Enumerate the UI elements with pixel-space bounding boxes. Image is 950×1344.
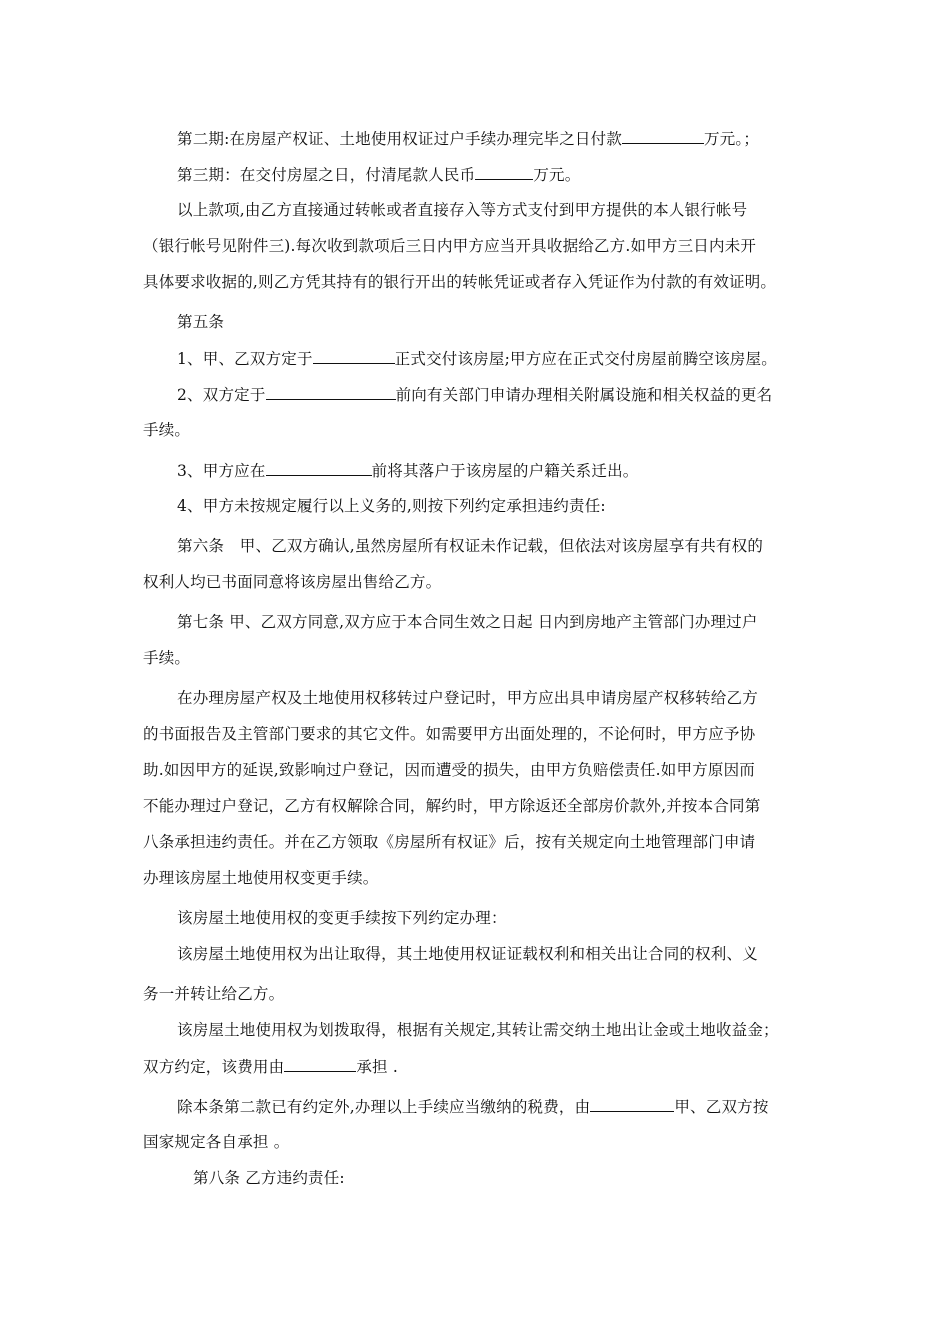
blank-delivery-date[interactable] [313,347,395,364]
text: 务一并转让给乙方。 [143,985,285,1003]
article-5-item-3 [177,459,638,482]
blank-amount-2[interactable] [622,127,704,144]
article-5-item-2-cont [143,419,190,441]
text: 的书面报告及主管部门要求的其它文件。如需要甲方出面处理的，不论何时，甲方应予协 [143,725,756,743]
text: 第七条 甲、乙双方同意,双方应于本合同生效之日起 日内到房地产主管部门办理过户 [177,613,758,631]
para-land-transfer [177,943,758,965]
para-payment-method-cont [143,271,776,293]
para-transfer-registration-cont [143,723,755,745]
para-transfer-registration [177,687,758,709]
text: 以上款项,由乙方直接通过转帐或者直接存入等方式支付到甲方提供的本人银行帐号 [177,201,748,219]
para-transfer-registration-cont [143,831,755,853]
para-land-allocation-cont [143,1055,398,1078]
para-land-use-change [177,907,507,929]
para-land-transfer-cont [143,983,284,1005]
blank-hukou-date[interactable] [266,459,372,476]
para-payment-method [177,199,747,221]
para-transfer-registration-cont [143,759,755,781]
para-taxes-cont [143,1131,289,1153]
text: 2、双方定于 [177,386,266,404]
para-transfer-registration-cont [143,795,760,817]
article-6-cont [143,571,441,593]
text: 在办理房屋产权及土地使用权移转过户登记时，甲方应出具申请房屋产权移转给乙方 [177,689,758,707]
text: 权利人均已书面同意将该房屋出售给乙方。 [143,573,442,591]
article-5-item-4 [177,495,606,517]
text: 手续。 [143,421,191,439]
text: 万元。 [533,166,581,184]
text: 第五条 [177,313,225,331]
text: 该房屋土地使用权为出让取得，其土地使用权证证载权利和相关出让合同的权利、义 [177,945,758,963]
para-installment-3 [177,163,580,186]
text: 4、甲方未按规定履行以上义务的,则按下列约定承担违约责任: [177,497,606,515]
text: 不能办理过户登记，乙方有权解除合同，解约时，甲方除返还全部房价款外,并按本合同第 [143,797,761,815]
text: 前向有关部门申请办理相关附属设施和相关权益的更名 [395,386,773,404]
text: 前将其落户于该房屋的户籍关系迁出。 [371,462,639,480]
text: 除本条第二款已有约定外,办理以上手续应当缴纳的税费，由 [177,1098,591,1116]
text: 第六条 甲、乙双方确认,虽然房屋所有权证未作记载，但依法对该房屋享有共有权的 [177,537,764,555]
text: 甲、乙双方按 [674,1098,769,1116]
text: 第八条 乙方违约责任: [193,1169,345,1187]
para-installment-2 [177,127,759,150]
text: （银行帐号见附件三).每次收到款项后三日内甲方应当开具收据给乙方.如甲方三日内未开 [143,237,757,255]
text: 承担 . [356,1058,398,1076]
text: 办理该房屋土地使用权变更手续。 [143,869,379,887]
article-6 [177,535,763,557]
text: 3、甲方应在 [177,462,266,480]
article-5-item-2 [177,383,772,406]
text: 1、甲、乙双方定于 [177,350,313,368]
para-taxes [177,1095,769,1118]
text: 双方约定，该费用由 [143,1058,285,1076]
text: 手续。 [143,649,191,667]
text: 该房屋土地使用权的变更手续按下列约定办理： [177,909,507,927]
para-land-allocation [177,1019,779,1041]
text: 该房屋土地使用权为划拨取得，根据有关规定,其转让需交纳土地出让金或土地收益金； [177,1021,779,1039]
text: 具体要求收据的,则乙方凭其持有的银行开出的转帐凭证或者存入凭证作为付款的有效证明。 [143,273,777,291]
text: 八条承担违约责任。并在乙方领取《房屋所有权证》后，按有关规定向土地管理部门申请 [143,833,756,851]
article-7-cont [143,647,190,669]
text: 国家规定各自承担 。 [143,1133,290,1151]
article-7 [177,611,758,633]
blank-fee-payer[interactable] [284,1055,356,1072]
article-5-heading [177,311,224,333]
article-5-item-1 [177,347,777,370]
para-transfer-registration-cont [143,867,379,889]
blank-tax-payer[interactable] [590,1095,674,1112]
text: 第三期：在交付房屋之日，付清尾款人民币 [177,166,476,184]
blank-rename-date[interactable] [266,383,396,400]
text: 第二期:在房屋产权证、土地使用权证过户手续办理完毕之日付款 [177,130,623,148]
text: 助.如因甲方的延误,致影响过户登记，因而遭受的损失，由甲方负赔偿责任.如甲方原因而 [143,761,755,779]
article-8-heading [193,1167,345,1189]
text: 正式交付该房屋;甲方应在正式交付房屋前腾空该房屋。 [394,350,777,368]
blank-amount-3[interactable] [475,163,533,180]
para-payment-method-cont [143,235,756,257]
text: 万元。； [704,130,760,148]
